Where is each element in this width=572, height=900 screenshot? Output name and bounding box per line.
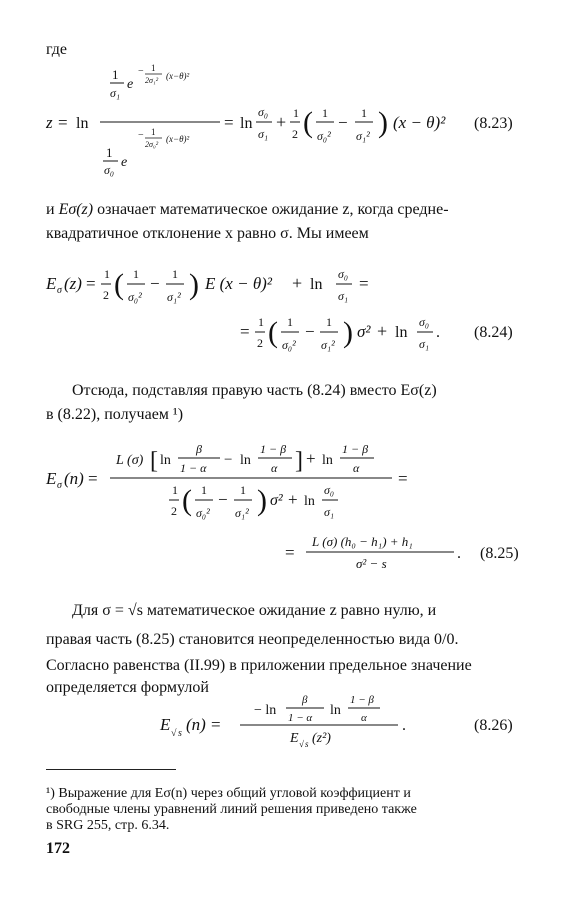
svg-text:β: β bbox=[196, 442, 202, 456]
svg-text:=: = bbox=[211, 715, 221, 734]
page-number: 172 bbox=[46, 840, 70, 857]
svg-text:(x−θ)²: (x−θ)² bbox=[166, 134, 190, 144]
svg-text:−: − bbox=[338, 113, 348, 132]
svg-text:1: 1 bbox=[322, 106, 328, 120]
svg-text:ln: ln bbox=[310, 276, 323, 293]
footnote-line-1: ¹) Выражение для Eσ(n) через общий угловой коэффициент и bbox=[46, 786, 411, 801]
svg-text:E: E bbox=[46, 469, 57, 488]
svg-text:σ²: σ² bbox=[357, 322, 371, 341]
svg-text:σ₀: σ₀ bbox=[258, 105, 269, 119]
svg-text:ln: ln bbox=[76, 115, 89, 132]
svg-text:ln: ln bbox=[322, 453, 333, 468]
svg-text:=: = bbox=[240, 322, 250, 341]
svg-text:z: z bbox=[46, 113, 53, 132]
svg-text:=: = bbox=[224, 113, 234, 132]
svg-text:σ₀²: σ₀² bbox=[128, 290, 142, 304]
svg-text:σ₁²: σ₁² bbox=[167, 290, 181, 304]
footnote-line-3: в SRG 255, стр. 6.34. bbox=[46, 818, 170, 833]
svg-text:+: + bbox=[377, 321, 388, 341]
svg-text:L (σ) (h₀ − h₁) + h₁: L (σ) (h₀ − h₁) + h₁ bbox=[312, 534, 413, 549]
svg-text:σ: σ bbox=[57, 480, 62, 491]
svg-text:(: ( bbox=[182, 484, 192, 517]
svg-text:(z): (z) bbox=[64, 274, 82, 293]
svg-text:(n): (n) bbox=[64, 469, 84, 488]
svg-text:α: α bbox=[353, 461, 360, 475]
paragraph-2-line-1: Отсюда, подставляя правую часть (8.24) вместо Eσ(z) bbox=[72, 382, 437, 399]
svg-text:2σ₁²: 2σ₁² bbox=[145, 76, 159, 85]
svg-text:1: 1 bbox=[172, 267, 178, 281]
svg-text:1: 1 bbox=[287, 315, 293, 329]
svg-text:(: ( bbox=[268, 316, 278, 349]
paragraph-3-line-3: Согласно равенства (II.99) в приложении предельное значение bbox=[46, 657, 472, 674]
svg-text:2: 2 bbox=[171, 504, 177, 518]
svg-text:ln: ln bbox=[160, 453, 171, 468]
paragraph-3-line-1: Для σ = √s математическое ожидание z равно нулю, и bbox=[72, 602, 437, 619]
svg-text:e: e bbox=[121, 155, 128, 170]
svg-text:=: = bbox=[88, 469, 98, 488]
svg-text:): ) bbox=[378, 106, 388, 139]
svg-text:−: − bbox=[224, 452, 233, 468]
svg-text:2σ₀²: 2σ₀² bbox=[145, 140, 159, 149]
svg-text:−: − bbox=[150, 274, 160, 293]
svg-text:1 − β: 1 − β bbox=[350, 694, 374, 706]
svg-text:σ₀²: σ₀² bbox=[196, 506, 210, 520]
eq-number-8-24: (8.24) bbox=[474, 324, 513, 341]
svg-text:=: = bbox=[398, 469, 408, 488]
eq-number-8-23: (8.23) bbox=[474, 115, 513, 132]
svg-text:−: − bbox=[305, 322, 315, 341]
equation-8-24 bbox=[0, 255, 572, 365]
svg-text:1 − α: 1 − α bbox=[288, 712, 313, 724]
svg-text:σ₀: σ₀ bbox=[338, 267, 349, 281]
svg-text:1 − β: 1 − β bbox=[260, 442, 287, 456]
svg-text:σ₀: σ₀ bbox=[419, 315, 430, 329]
svg-text:+: + bbox=[306, 449, 316, 468]
svg-text:ln: ln bbox=[240, 453, 251, 468]
svg-text:σ₁: σ₁ bbox=[419, 337, 430, 351]
svg-text:+: + bbox=[288, 490, 298, 509]
svg-text:L (σ): L (σ) bbox=[116, 453, 144, 468]
svg-text:(n): (n) bbox=[186, 715, 206, 734]
svg-text:=: = bbox=[359, 274, 369, 293]
svg-text:ln: ln bbox=[330, 703, 341, 718]
svg-text:1: 1 bbox=[172, 483, 178, 497]
svg-text:E (x − θ)²: E (x − θ)² bbox=[205, 274, 272, 293]
svg-text:(z²): (z²) bbox=[312, 731, 331, 746]
svg-text:2: 2 bbox=[292, 127, 298, 141]
svg-text:): ) bbox=[189, 268, 199, 301]
eq-number-8-25: (8.25) bbox=[480, 545, 519, 562]
svg-text:ln: ln bbox=[240, 115, 253, 132]
svg-text:2: 2 bbox=[103, 288, 109, 302]
svg-text:1: 1 bbox=[133, 267, 139, 281]
svg-text:(x−θ)²: (x−θ)² bbox=[166, 71, 190, 81]
svg-text:=: = bbox=[58, 113, 68, 132]
svg-text:1 − α: 1 − α bbox=[180, 461, 207, 475]
svg-text:−: − bbox=[218, 490, 228, 509]
svg-text:1: 1 bbox=[104, 267, 110, 281]
svg-text:σ₁: σ₁ bbox=[324, 505, 335, 519]
svg-text:E: E bbox=[290, 731, 299, 746]
svg-text:1: 1 bbox=[240, 483, 246, 497]
svg-text:1: 1 bbox=[151, 63, 156, 73]
svg-text:]: ] bbox=[295, 448, 303, 474]
svg-text:α: α bbox=[361, 712, 367, 724]
svg-text:E: E bbox=[46, 274, 57, 293]
svg-text:σ₁²: σ₁² bbox=[321, 338, 335, 352]
svg-text:+: + bbox=[276, 112, 287, 132]
svg-text:(: ( bbox=[303, 106, 313, 139]
svg-text:σ₀²: σ₀² bbox=[317, 129, 331, 143]
equation-8-23 bbox=[0, 60, 572, 190]
svg-text:E: E bbox=[160, 715, 171, 734]
svg-text:.: . bbox=[402, 717, 406, 734]
svg-text:1 − β: 1 − β bbox=[342, 442, 369, 456]
eq-number-8-26: (8.26) bbox=[474, 717, 513, 734]
svg-text:σ₁: σ₁ bbox=[338, 289, 349, 303]
footnote-rule bbox=[46, 769, 176, 770]
svg-text:=: = bbox=[285, 543, 295, 562]
paragraph-3-line-2: правая часть (8.25) становится неопределенностью вида 0/0. bbox=[46, 631, 459, 648]
svg-text:1: 1 bbox=[112, 67, 119, 82]
svg-text:ln: ln bbox=[304, 494, 315, 509]
svg-text:2: 2 bbox=[257, 336, 263, 350]
paragraph-1-line-2: квадратичное отклонение x равно σ. Мы имеем bbox=[46, 225, 369, 242]
svg-text:β: β bbox=[302, 694, 308, 706]
paragraph-1-line-1: и Eσ(z) означает математическое ожидание z, когда средне- bbox=[46, 201, 449, 218]
svg-text:1: 1 bbox=[106, 145, 113, 160]
svg-text:1: 1 bbox=[293, 106, 299, 120]
svg-text:−: − bbox=[138, 66, 144, 77]
equation-8-26 bbox=[0, 690, 572, 750]
svg-text:1: 1 bbox=[361, 106, 367, 120]
svg-text:σ₁²: σ₁² bbox=[356, 129, 370, 143]
svg-text:1: 1 bbox=[151, 127, 156, 137]
svg-text:s: s bbox=[305, 739, 309, 749]
paragraph-3-line-4: определяется формулой bbox=[46, 679, 209, 696]
word-where: где bbox=[46, 41, 68, 58]
svg-text:σ₀: σ₀ bbox=[104, 163, 115, 177]
svg-text:σ₀²: σ₀² bbox=[282, 338, 296, 352]
svg-text:σ₁: σ₁ bbox=[110, 86, 121, 100]
svg-text:σ: σ bbox=[57, 285, 62, 296]
svg-text:.: . bbox=[457, 545, 461, 562]
svg-text:1: 1 bbox=[258, 315, 264, 329]
svg-text:σ² − s: σ² − s bbox=[356, 556, 387, 571]
svg-text:− ln: − ln bbox=[254, 703, 277, 718]
svg-text:1: 1 bbox=[201, 483, 207, 497]
svg-text:[: [ bbox=[150, 448, 158, 474]
equation-8-25 bbox=[0, 430, 572, 580]
paragraph-2-line-2: в (8.22), получаем ¹) bbox=[46, 406, 184, 423]
svg-text:s: s bbox=[178, 728, 182, 739]
svg-text:σ₀: σ₀ bbox=[324, 483, 335, 497]
svg-text:σ₁: σ₁ bbox=[258, 127, 269, 141]
svg-text:−: − bbox=[138, 130, 144, 141]
svg-text:σ²: σ² bbox=[270, 492, 283, 509]
svg-text:√: √ bbox=[171, 728, 177, 739]
svg-text:ln: ln bbox=[395, 324, 408, 341]
svg-text:σ₁²: σ₁² bbox=[235, 506, 249, 520]
svg-text:(: ( bbox=[114, 268, 124, 301]
footnote-line-2: свободные члены уравнений линий решения приведено также bbox=[46, 802, 417, 817]
svg-text:(x − θ)²: (x − θ)² bbox=[393, 113, 446, 132]
svg-text:√: √ bbox=[299, 739, 304, 749]
svg-text:e: e bbox=[127, 77, 134, 92]
svg-text:1: 1 bbox=[326, 315, 332, 329]
svg-text:+: + bbox=[292, 273, 303, 293]
svg-text:): ) bbox=[257, 484, 267, 517]
svg-text:=: = bbox=[86, 274, 96, 293]
svg-text:.: . bbox=[436, 324, 440, 341]
svg-text:): ) bbox=[343, 316, 353, 349]
svg-text:α: α bbox=[271, 461, 278, 475]
